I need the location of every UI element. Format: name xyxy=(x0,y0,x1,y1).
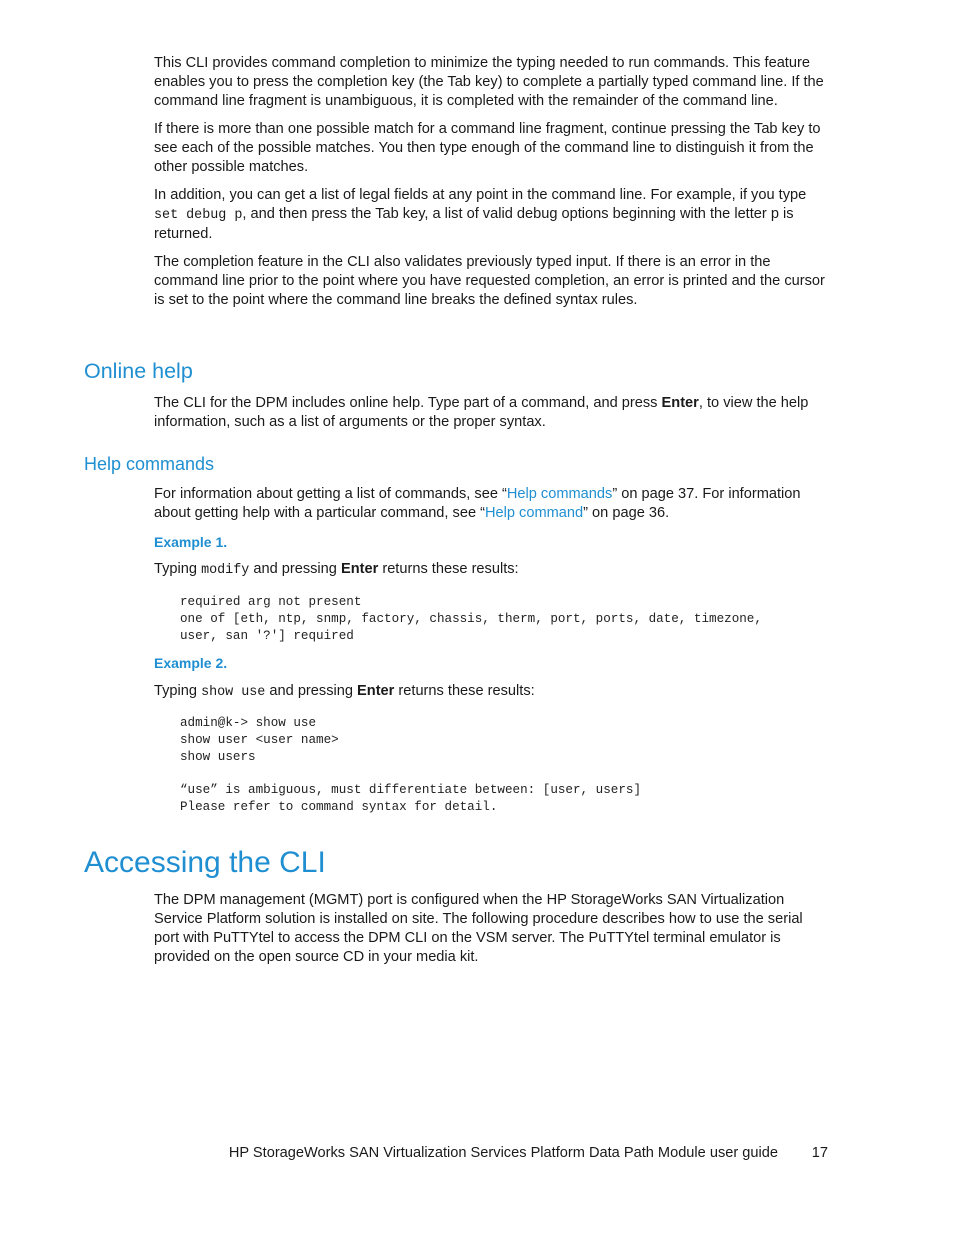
intro-paragraph-1: This CLI provides command completion to minimize the typing needed to run commands. This feature enables you to press the completion key (the Tab key) to complete a partially typed command line. If the command line fragment is unambiguous, it is completed with the remainder of the command line. xyxy=(154,55,824,109)
intro-paragraph-4: The completion feature in the CLI also validates previously typed input. If there is an error in the command line prior to the point where you have requested completion, an error is printed and the cursor is set to the point where the command line breaks the defined syntax rules. xyxy=(154,254,825,308)
example-2-label: Example 2. xyxy=(154,655,228,671)
example-1-description xyxy=(154,560,830,580)
example-1-text-b: and pressing xyxy=(249,561,341,577)
enter-key-label: Enter xyxy=(340,561,379,577)
example-1-text-a: Typing xyxy=(154,561,202,577)
intro-paragraph-3 xyxy=(154,186,830,244)
help-commands-text-a: For information about getting a list of commands, see “ xyxy=(154,486,507,502)
inline-code-modify: modify xyxy=(201,563,250,578)
online-help-text-b: , to view the help information, such as a list of arguments or the proper syntax. xyxy=(154,395,809,430)
footer-title: HP StorageWorks SAN Virtualization Services Platform Data Path Module user guide xyxy=(228,1145,778,1161)
link-help-command[interactable]: Help command xyxy=(484,505,584,521)
help-commands-text-c: ” on page 36. xyxy=(583,505,670,521)
example-1-output: required arg not present one of [eth, ntp, snmp, factory, chassis, therm, port, ports, date, timezone, user, san '?'] required xyxy=(180,595,762,643)
example-2-description xyxy=(154,682,830,702)
help-commands-paragraph xyxy=(154,485,830,523)
heading-accessing-the-cli: Accessing the CLI xyxy=(84,846,326,879)
page-number: 17 xyxy=(811,1145,828,1161)
inline-code-show-use: show use xyxy=(201,685,266,700)
example-2-output: admin@k-> show use show user <user name> show users “use” is ambiguous, must differentiate between: [user, users] Please refer to command syntax for detail. xyxy=(180,716,642,814)
example-2-text-c: returns these results: xyxy=(394,683,535,699)
online-help-paragraph xyxy=(154,394,830,432)
intro-p3-text-a: In addition, you can get a list of legal fields at any point in the command line. For example, if you type xyxy=(154,187,807,203)
intro-p3-text-b: , and then press the Tab key, a list of valid debug options beginning with the letter p is returned. xyxy=(154,206,794,242)
intro-paragraph-2: If there is more than one possible match for a command line fragment, continue pressing the Tab key to see each of the possible matches. You then type enough of the command line to distinguish it from the other possible matches. xyxy=(154,121,821,175)
enter-key-label: Enter xyxy=(661,395,699,411)
link-help-commands[interactable]: Help commands xyxy=(506,486,613,502)
example-1-text-c: returns these results: xyxy=(378,561,519,577)
help-commands-text-b: ” on page 37. For information about getting help with a particular command, see “ xyxy=(154,486,801,521)
example-1-label: Example 1. xyxy=(154,534,228,550)
heading-online-help: Online help xyxy=(84,359,193,383)
online-help-text-a: The CLI for the DPM includes online help. Type part of a command, and press xyxy=(154,395,662,411)
enter-key-label: Enter xyxy=(357,683,395,699)
intro-section xyxy=(154,54,830,310)
accessing-paragraph: The DPM management (MGMT) port is configured when the HP StorageWorks SAN Virtualization Service Platform solution is installed on site. The following procedure describes how to use the serial port with PuTTYtel to access the DPM CLI on the VSM server. The PuTTYtel terminal emulator is provided on the open source CD in your media kit. xyxy=(154,892,803,965)
example-2-text-a: Typing xyxy=(154,683,202,699)
heading-help-commands: Help commands xyxy=(84,454,215,474)
example-2-text-b: and pressing xyxy=(265,683,358,699)
inline-code-set-debug: set debug p xyxy=(154,208,243,223)
